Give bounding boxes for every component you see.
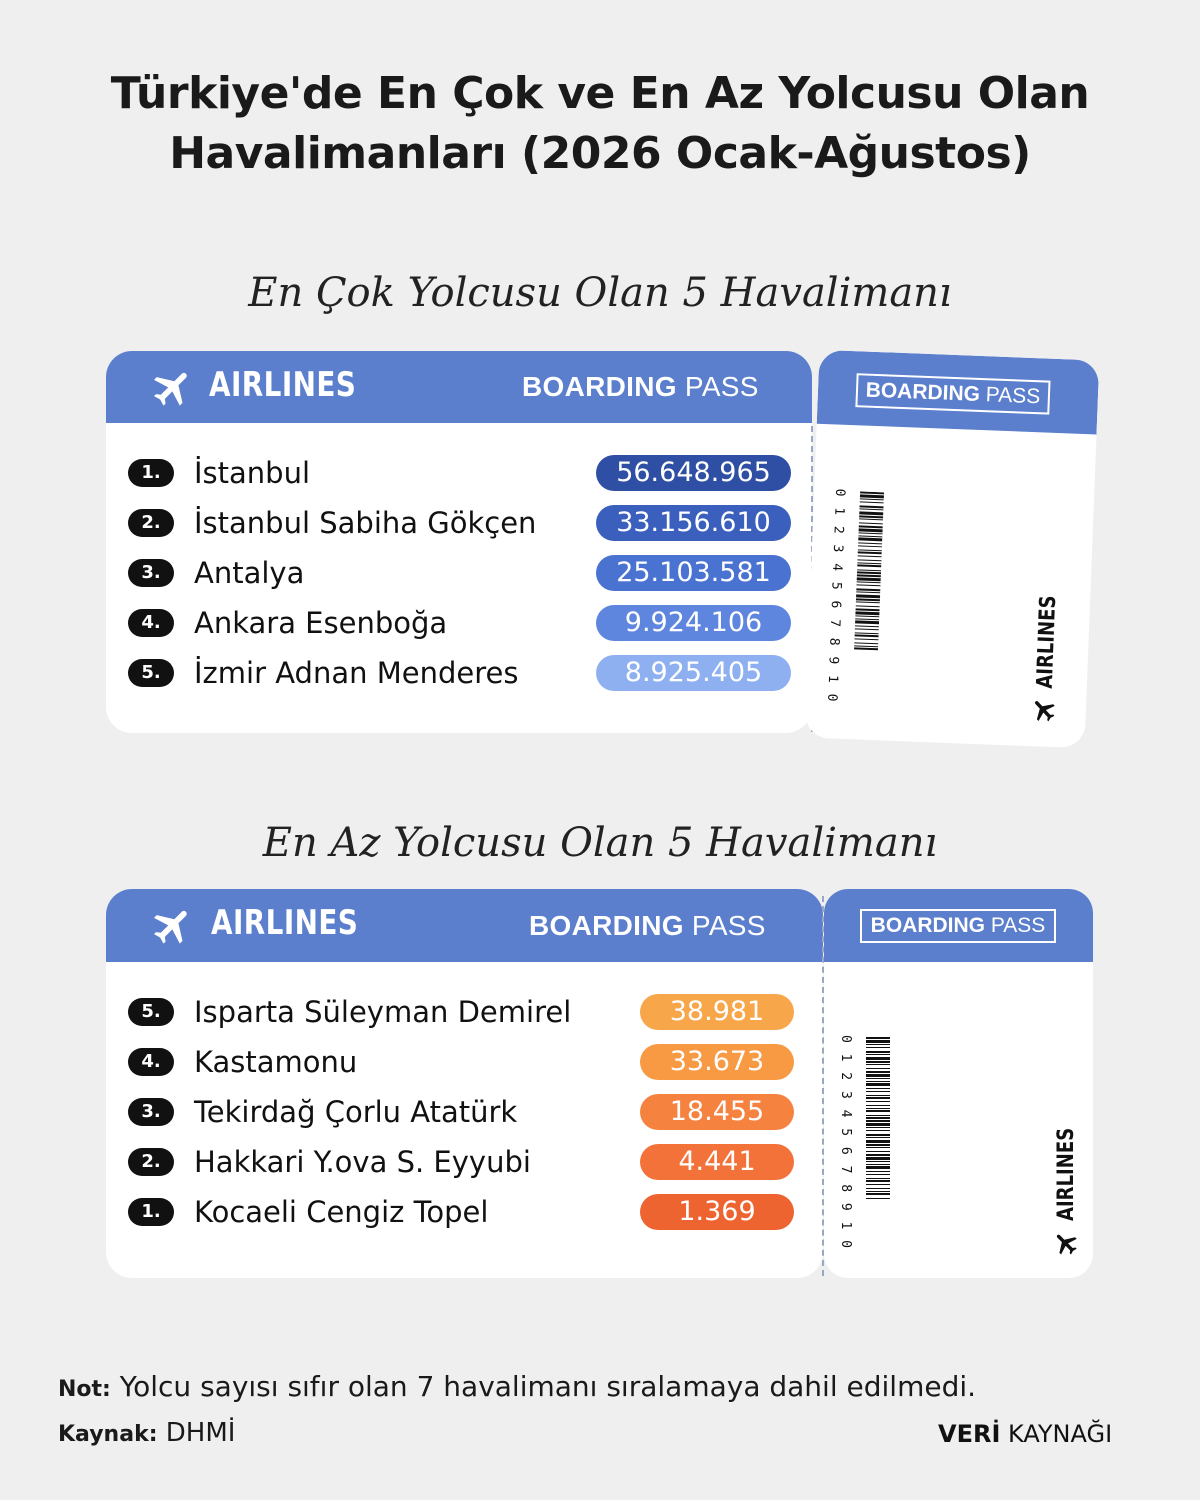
barcode <box>850 1037 890 1199</box>
plane-icon <box>1052 1229 1080 1257</box>
table-row <box>106 1044 823 1088</box>
bottom-ticket-stub <box>824 889 1093 1278</box>
rank-badge: 4. <box>128 609 174 637</box>
table-row <box>106 994 823 1038</box>
rank-badge: 5. <box>128 998 174 1026</box>
passenger-count-pill: 33.673 <box>640 1044 794 1080</box>
top-section-title: En Çok Yolcusu Olan 5 Havalimanı <box>248 270 952 316</box>
passenger-count-pill: 18.455 <box>640 1094 794 1130</box>
footer-source: Kaynak: DHMİ <box>58 1418 236 1448</box>
passenger-count-pill: 25.103.581 <box>596 555 791 591</box>
top-stub-header <box>817 350 1100 435</box>
airport-name: Antalya <box>194 556 305 590</box>
rank-badge: 4. <box>128 1048 174 1076</box>
table-row <box>106 655 812 699</box>
plane-icon <box>150 903 196 949</box>
airport-name: Kastamonu <box>194 1045 358 1079</box>
airlines-label: AIRLINES <box>211 903 359 943</box>
table-row <box>106 1194 823 1238</box>
rank-badge: 1. <box>128 1198 174 1226</box>
boarding-pass-label: BOARDING PASS <box>522 371 759 402</box>
stub-boarding-pass-label: BOARDING PASS <box>860 909 1056 943</box>
stub-boarding-pass-label: BOARDING PASS <box>855 373 1050 414</box>
bottom-section-title: En Az Yolcusu Olan 5 Havalimanı <box>262 820 938 866</box>
rank-badge: 2. <box>128 509 174 537</box>
barcode-digits: 0 1 2 3 4 5 6 7 8 9 1 0 <box>838 1035 853 1250</box>
table-row <box>106 605 812 649</box>
airport-name: İstanbul Sabiha Gökçen <box>194 506 537 540</box>
bottom-stub-header <box>824 889 1093 962</box>
rank-badge: 5. <box>128 659 174 687</box>
airport-name: İstanbul <box>194 456 311 490</box>
airport-name: Tekirdağ Çorlu Atatürk <box>194 1095 518 1129</box>
footer-note: Not: Yolcu sayısı sıfır olan 7 havalimanı sıralamaya dahil edilmedi. <box>58 1370 977 1403</box>
bottom-pass-header <box>106 889 823 962</box>
passenger-count-pill: 56.648.965 <box>596 455 791 491</box>
page-title-line1: Türkiye'de En Çok ve En Az Yolcusu Olan <box>110 68 1090 119</box>
airport-name: Ankara Esenboğa <box>194 606 448 640</box>
rank-badge: 3. <box>128 559 174 587</box>
table-row <box>106 1094 823 1138</box>
rank-badge: 2. <box>128 1148 174 1176</box>
top-ticket-stub <box>805 350 1100 748</box>
table-row <box>106 555 812 599</box>
stub-airlines-label: AIRLINES <box>1054 1127 1079 1221</box>
airport-name: Hakkari Y.ova S. Eyyubi <box>194 1145 531 1179</box>
passenger-count-pill: 33.156.610 <box>596 505 791 541</box>
airlines-label: AIRLINES <box>209 365 357 405</box>
top-boarding-pass <box>106 351 812 733</box>
plane-icon <box>1029 695 1058 724</box>
airport-name: İzmir Adnan Menderes <box>194 656 519 690</box>
rank-badge: 1. <box>128 459 174 487</box>
table-row <box>106 1144 823 1188</box>
top-pass-header <box>106 351 812 423</box>
bottom-boarding-pass <box>106 889 823 1278</box>
boarding-pass-label: BOARDING PASS <box>529 910 766 941</box>
rank-badge: 3. <box>128 1098 174 1126</box>
page-title-line2: Havalimanları (2026 Ocak-Ağustos) <box>169 128 1031 179</box>
passenger-count-pill: 1.369 <box>640 1194 794 1230</box>
passenger-count-pill: 8.925.405 <box>596 655 791 691</box>
passenger-count-pill: 38.981 <box>640 994 794 1030</box>
passenger-count-pill: 9.924.106 <box>596 605 791 641</box>
barcode-digits: 0 1 2 3 4 5 6 7 8 9 1 0 <box>824 488 848 704</box>
stub-airlines-label: AIRLINES <box>1032 595 1062 690</box>
airport-name: Isparta Süleyman Demirel <box>194 995 572 1029</box>
passenger-count-pill: 4.441 <box>640 1144 794 1180</box>
page-title <box>0 64 1200 184</box>
plane-icon <box>150 365 196 411</box>
brand-logo: VERİ KAYNAĞI <box>938 1420 1113 1448</box>
table-row <box>106 455 812 499</box>
table-row <box>106 505 812 549</box>
airport-name: Kocaeli Cengiz Topel <box>194 1195 489 1229</box>
